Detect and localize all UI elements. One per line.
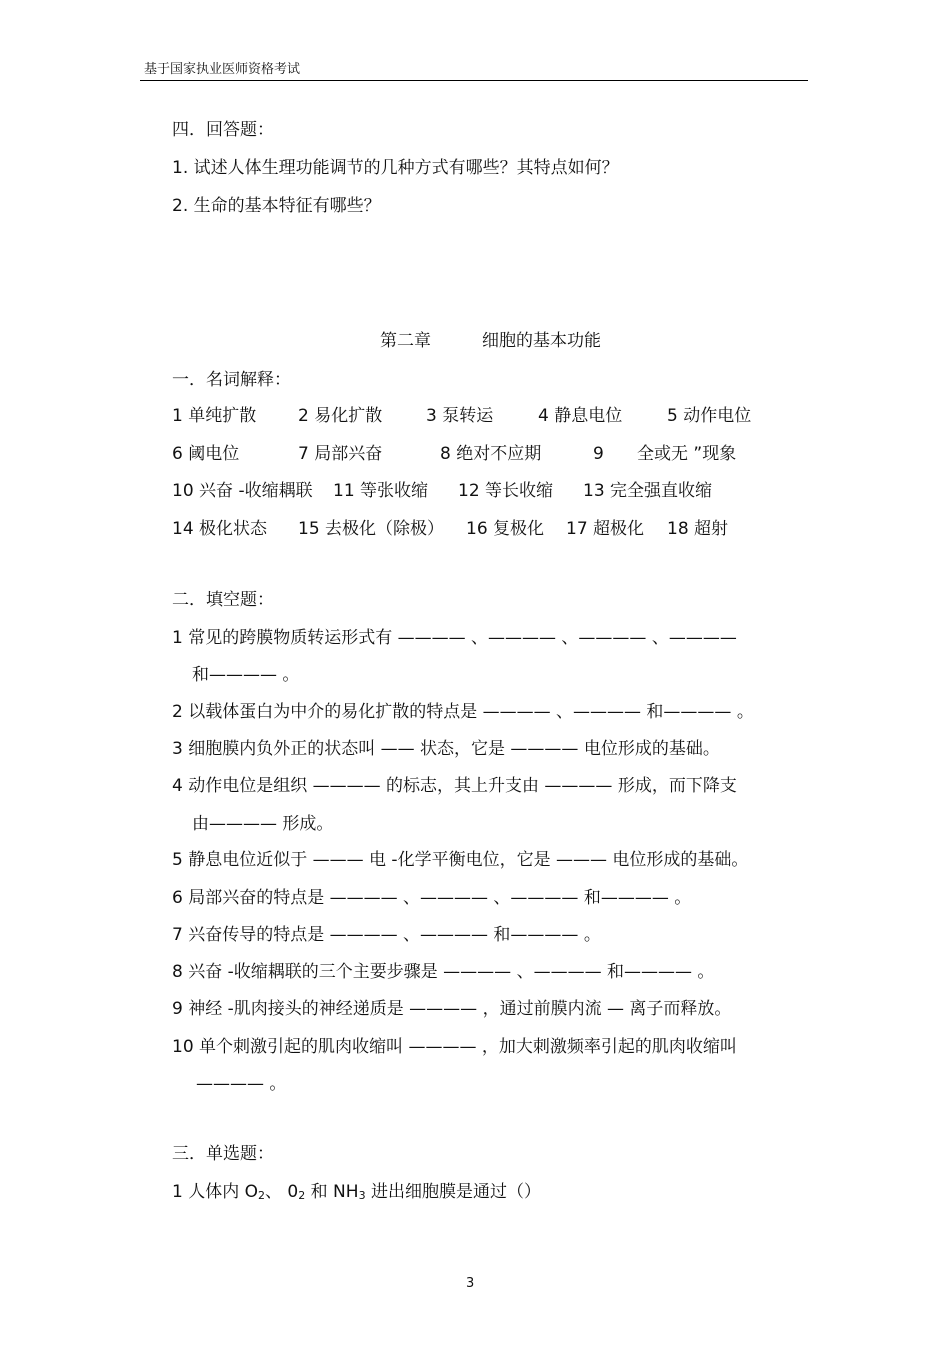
term: 12 等长收缩 <box>458 481 554 501</box>
fill-line: 1 常见的跨膜物质转运形式有 ———— 、———— 、———— 、———— <box>172 628 737 648</box>
q1-prefix: 1 人体内 O <box>172 1182 259 1202</box>
terms-heading: 一．名词解释： <box>172 370 291 390</box>
subscript: 2 <box>258 1189 266 1202</box>
fill-line: 2 以载体蛋白为中介的易化扩散的特点是 ———— 、———— 和———— 。 <box>172 702 754 722</box>
section-4-heading: 四．回答题： <box>172 120 274 140</box>
term: 10 兴奋 -收缩耦联 <box>172 481 313 501</box>
term: 17 超极化 <box>566 519 645 539</box>
fill-line: 由———— 形成。 <box>192 814 334 834</box>
term: 11 等张收缩 <box>333 481 429 501</box>
term: 4 静息电位 <box>538 406 623 426</box>
fill-line: 4 动作电位是组织 ———— 的标志，其上升支由 ———— 形成，而下降支 <box>172 776 737 796</box>
term: 5 动作电位 <box>667 406 752 426</box>
chapter-number: 第二章 <box>380 331 431 351</box>
term: 9 <box>593 444 604 464</box>
term: 1 单纯扩散 <box>172 406 257 426</box>
running-header: 基于国家执业医师资格考试 <box>144 62 301 77</box>
question-1: 1. 试述人体生理功能调节的几种方式有哪些？其特点如何？ <box>172 158 619 178</box>
fill-line: 和———— 。 <box>192 665 300 685</box>
page-number: 3 <box>466 1276 475 1291</box>
term: 13 完全强直收缩 <box>583 481 713 501</box>
term: 3 泵转运 <box>426 406 494 426</box>
term: 7 局部兴奋 <box>298 444 383 464</box>
subscript: 2 <box>298 1189 306 1202</box>
fill-line: 8 兴奋 -收缩耦联的三个主要步骤是 ———— 、———— 和———— 。 <box>172 962 715 982</box>
single-question-1 <box>172 1181 541 1207</box>
fill-line: 5 静息电位近似于 ——— 电 -化学平衡电位，它是 ——— 电位形成的基础。 <box>172 850 749 870</box>
fill-line: 7 兴奋传导的特点是 ———— 、———— 和———— 。 <box>172 925 601 945</box>
chapter-title: 细胞的基本功能 <box>482 331 601 351</box>
fill-line: ———— 。 <box>196 1074 287 1094</box>
term: 18 超射 <box>667 519 729 539</box>
term: 14 极化状态 <box>172 519 268 539</box>
term: 8 绝对不应期 <box>440 444 542 464</box>
subscript: 3 <box>358 1189 366 1202</box>
q1-text: 、 0 <box>265 1182 299 1202</box>
fill-line: 9 神经 -肌肉接头的神经递质是 ———— ，通过前膜内流 — 离子而释放。 <box>172 999 732 1019</box>
term: 15 去极化（除极） <box>298 519 445 539</box>
term: 全或无 ”现象 <box>637 444 737 464</box>
fill-heading: 二．填空题： <box>172 590 274 610</box>
q1-suffix: 进出细胞膜是通过（） <box>365 1182 541 1202</box>
fill-line: 10 单个刺激引起的肌肉收缩叫 ———— ，加大刺激频率引起的肌肉收缩叫 <box>172 1037 737 1057</box>
fill-line: 3 细胞膜内负外正的状态叫 —— 状态，它是 ———— 电位形成的基础。 <box>172 739 720 759</box>
term: 6 阈电位 <box>172 444 240 464</box>
term: 16 复极化 <box>466 519 545 539</box>
single-choice-heading: 三．单选题： <box>172 1144 274 1164</box>
term: 2 易化扩散 <box>298 406 383 426</box>
header-divider <box>140 80 808 81</box>
question-2: 2. 生命的基本特征有哪些？ <box>172 196 381 216</box>
q1-text: 和 NH <box>305 1182 359 1202</box>
fill-line: 6 局部兴奋的特点是 ———— 、———— 、———— 和———— 。 <box>172 888 692 908</box>
